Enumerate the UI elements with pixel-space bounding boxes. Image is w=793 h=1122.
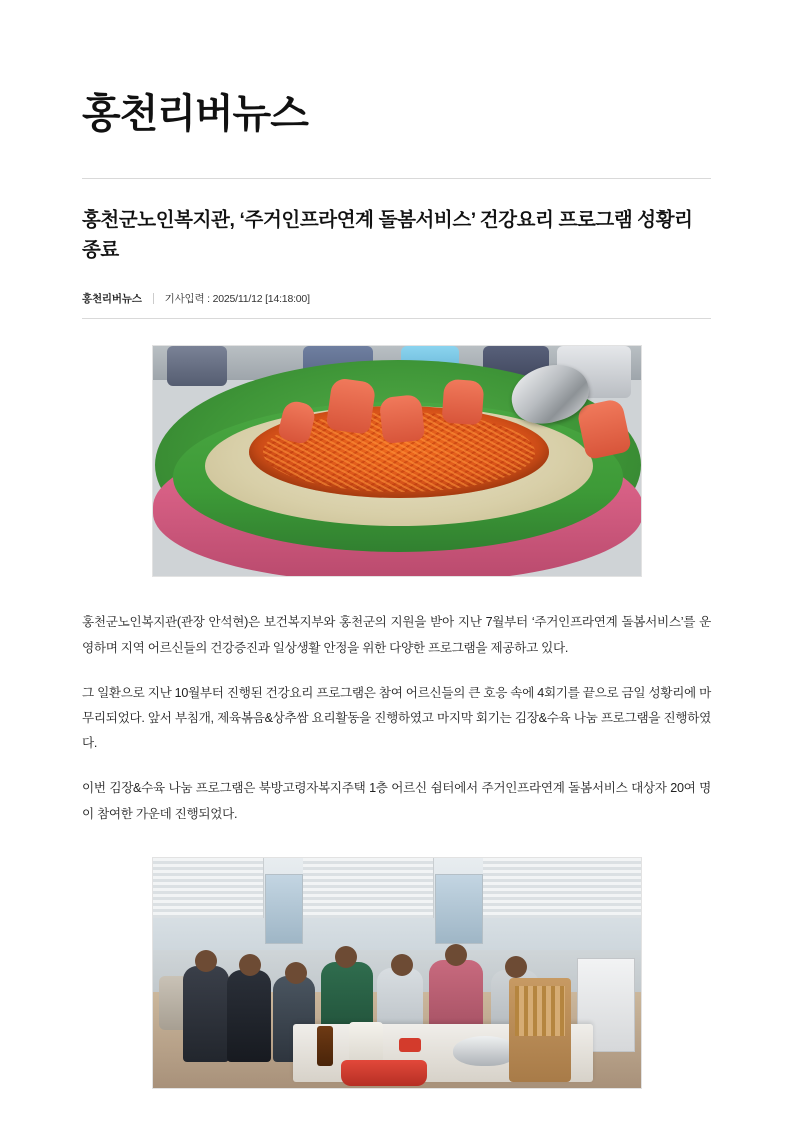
- window-blind: [483, 858, 642, 918]
- red-glove: [325, 378, 376, 436]
- red-glove: [441, 379, 484, 426]
- participant-head: [335, 946, 357, 968]
- window-blind: [153, 858, 264, 918]
- article-body: [82, 610, 711, 826]
- article-paragraph: 그 일환으로 지난 10월부터 진행된 건강요리 프로그램은 참여 어르신들의 큰 호응 속에 4회기를 끝으로 금일 성황리에 마무리되었다. 앞서 부침개, 제육볶음&상추쌈 요리활동을 진행하였고 마지막 회기는 김장&수육 나눔 프로그램을 진행하였다.: [82, 685, 711, 751]
- kimchi-seasoning-photo: [152, 345, 642, 577]
- participant: [227, 970, 271, 1062]
- sauce-bottle: [317, 1026, 333, 1066]
- participant-head: [239, 954, 261, 976]
- participant: [183, 966, 229, 1062]
- byline-divider: [82, 318, 711, 319]
- site-logo[interactable]: 홍천리버뉴스: [82, 92, 308, 136]
- article-paragraph: 홍천군노인복지관(관장 안석현)은 보건복지부와 홍천군의 지원을 받아 지난 7월부터 ‘주거인프라연계 돌봄서비스’를 운영하며 지역 어르신들의 건강증진과 일상생활 안정을 위한 다양한 프로그램을 제공하고 있다.: [82, 615, 711, 655]
- red-container-lid: [399, 1038, 421, 1052]
- byline-source: 홍천리버뉴스: [82, 293, 142, 306]
- page-title: 홍천군노인복지관, ‘주거인프라연계 돌봄서비스’ 건강요리 프로그램 성황리 종료: [82, 209, 693, 262]
- wooden-chair: [509, 978, 571, 1082]
- participant-head: [445, 944, 467, 966]
- byline-separator: [153, 293, 154, 304]
- kimjang-room-photo: [152, 857, 642, 1089]
- red-glove: [378, 394, 425, 444]
- window-glass: [435, 874, 483, 944]
- participant-head: [285, 962, 307, 984]
- red-basin: [341, 1060, 427, 1086]
- steel-bowl: [453, 1036, 517, 1066]
- article-paragraph: 이번 김장&수육 나눔 프로그램은 북방고령자복지주택 1층 어르신 쉼터에서 주거인프라연계 돌봄서비스 대상자 20여 명이 참여한 가운데 진행되었다.: [82, 781, 711, 821]
- byline: [82, 291, 711, 306]
- masthead-divider: [82, 178, 711, 179]
- byline-date: 기사입력 : 2025/11/12 [14:18:00]: [164, 293, 310, 306]
- participant-torso: [167, 346, 227, 386]
- participant-head: [195, 950, 217, 972]
- article-figure-top: [82, 345, 711, 582]
- masthead: [82, 0, 711, 154]
- participant-head: [391, 954, 413, 976]
- water-jug: [349, 1022, 383, 1062]
- article-figure-bottom: [82, 857, 711, 1094]
- window-glass: [265, 874, 303, 944]
- participant-head: [505, 956, 527, 978]
- window-blind: [303, 858, 434, 918]
